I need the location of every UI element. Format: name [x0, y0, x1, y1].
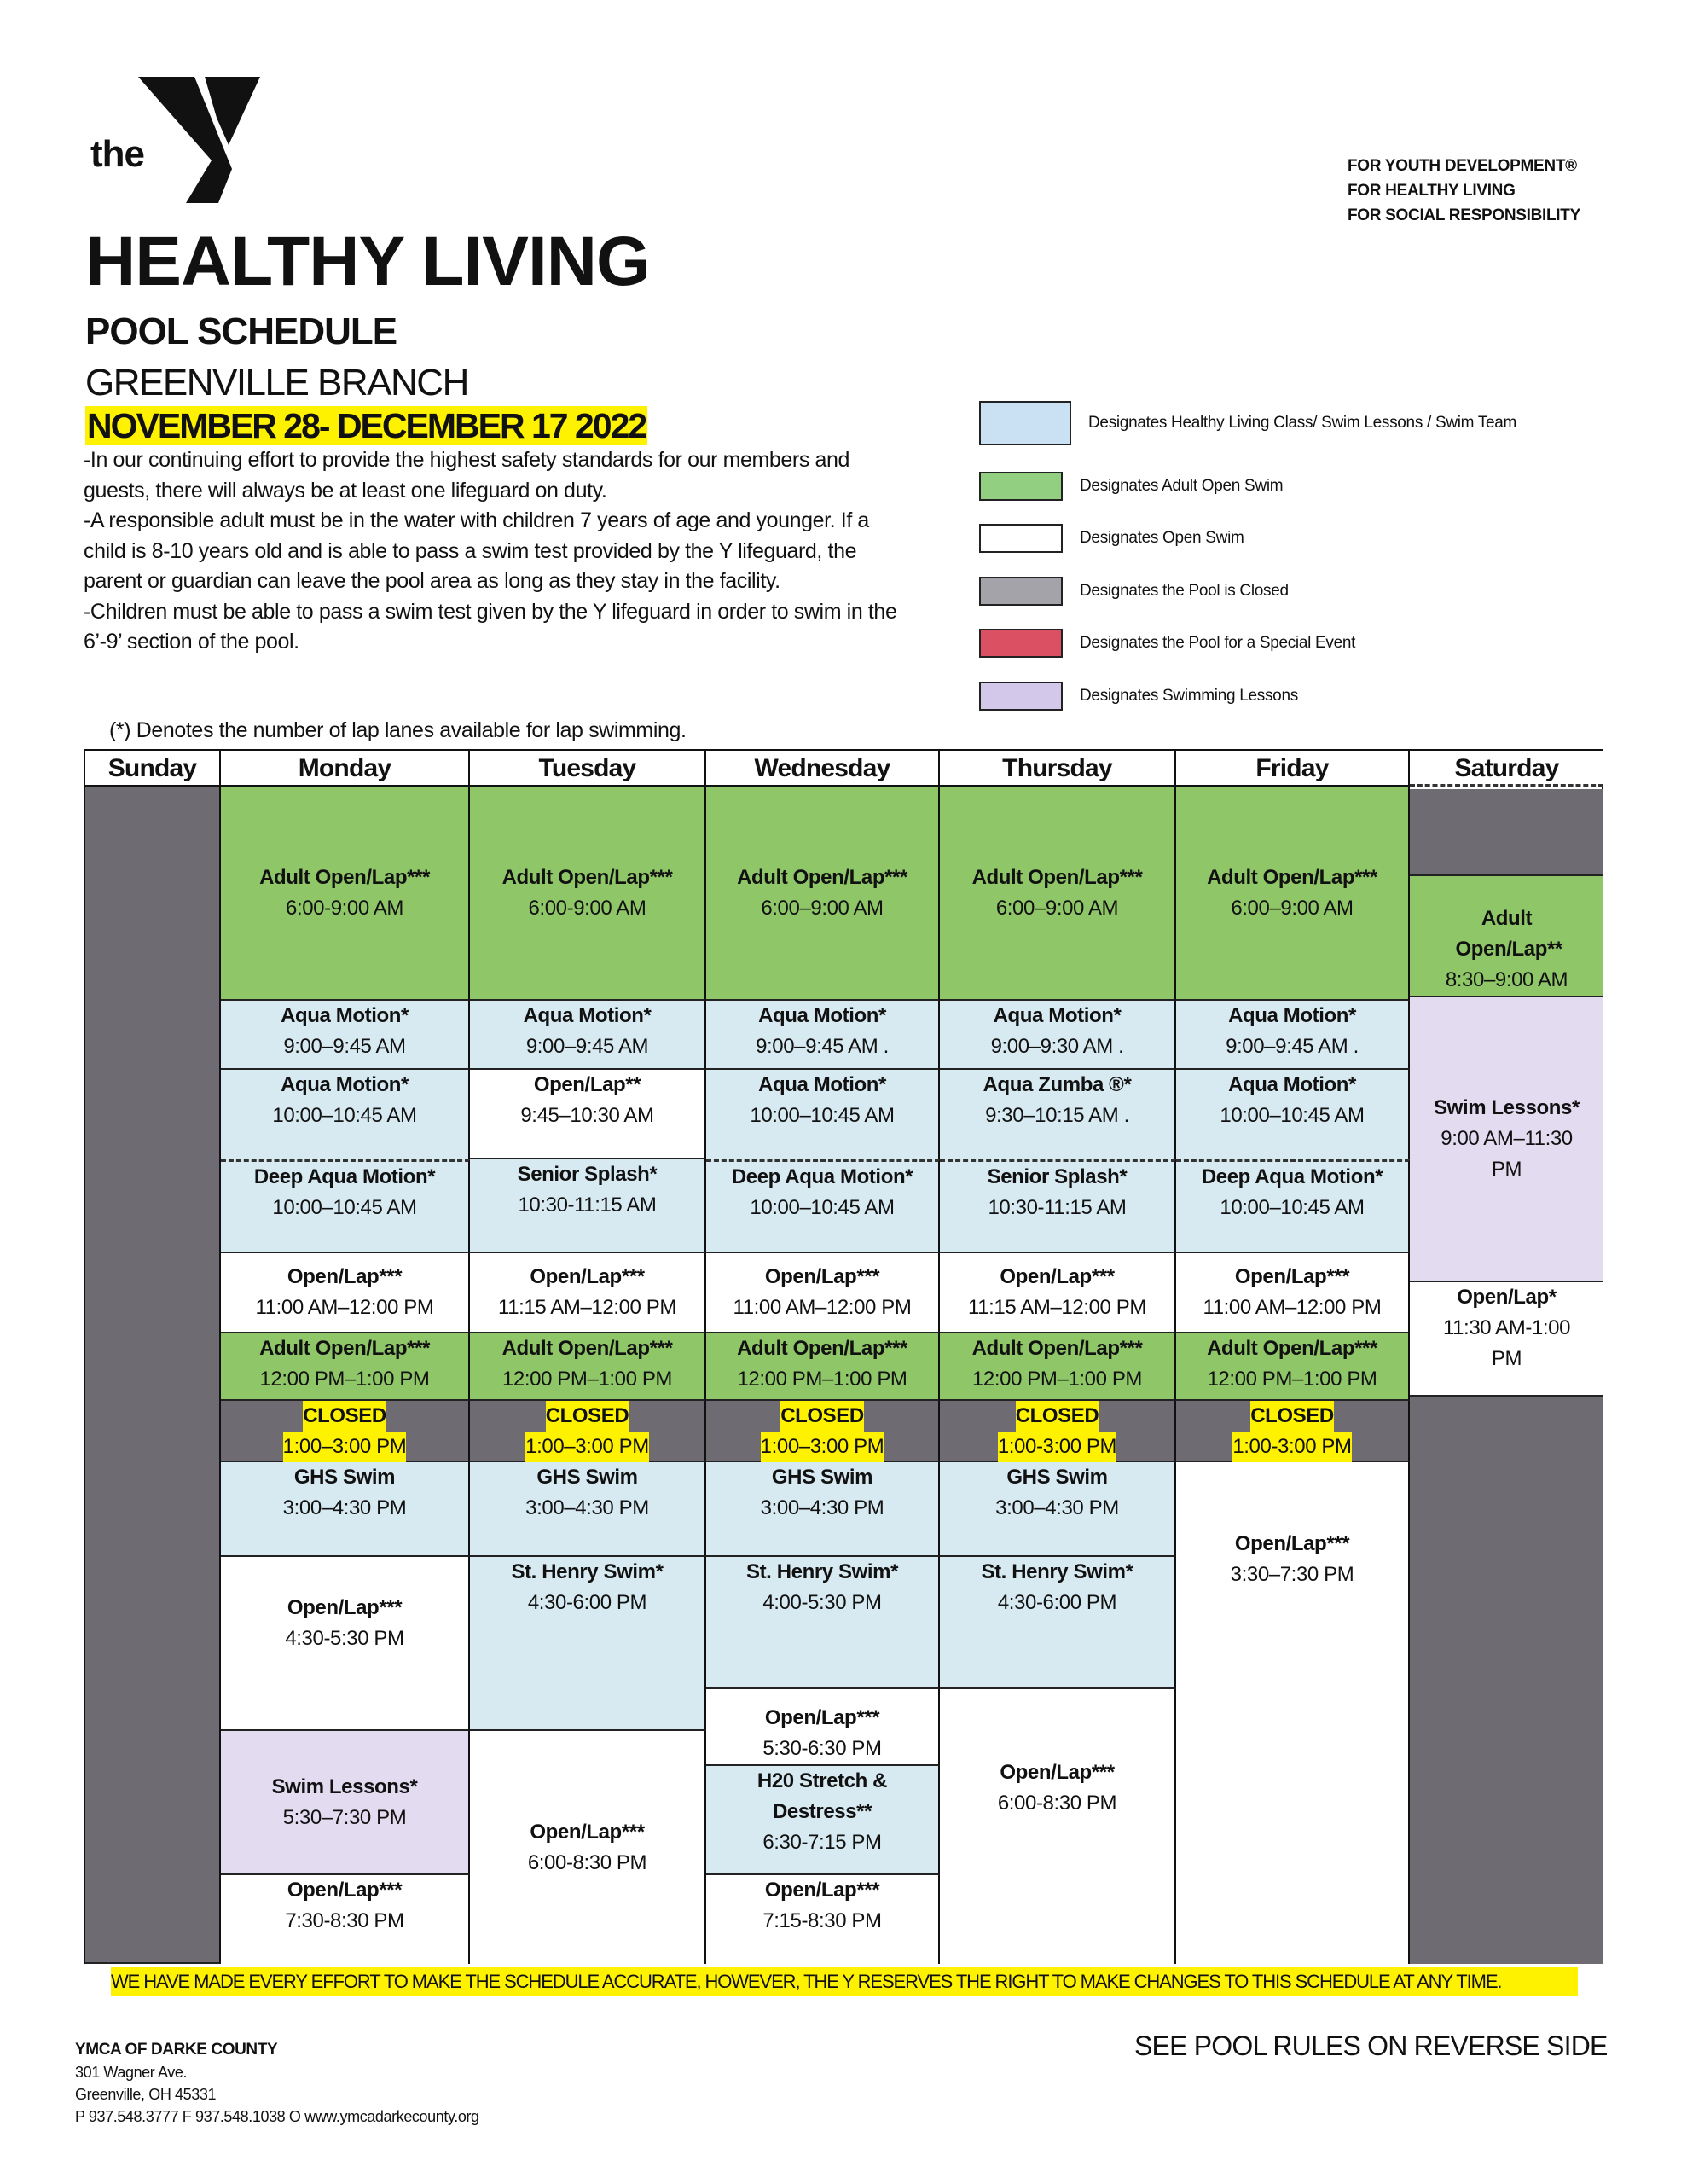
slot-time: 3:30–7:30 PM: [1230, 1563, 1354, 1586]
legend-item: [979, 569, 1289, 613]
slot-title: Adult Open/Lap***: [259, 865, 430, 889]
slot-title: Adult Open/Lap***: [501, 865, 673, 889]
slot-title: Aqua Motion*: [1228, 1004, 1356, 1027]
schedule-slot: [706, 1333, 940, 1401]
see-pool-rules: SEE POOL RULES ON REVERSE SIDE: [1134, 2030, 1608, 2061]
sunday-closed-block: [85, 787, 221, 1964]
slot-time: 4:30-6:00 PM: [997, 1591, 1117, 1614]
slot-title: Aqua Motion*: [758, 1004, 886, 1027]
schedule-slot: [221, 1159, 470, 1253]
schedule-slot: [706, 1766, 940, 1875]
slot-title: Swim Lessons*: [1434, 1096, 1580, 1119]
contact-line: P 937.548.3777 F 937.548.1038 O www.ymcadarkecounty.org: [75, 2108, 479, 2125]
header-friday: Friday: [1176, 751, 1410, 787]
legend-swatch-blue: [979, 401, 1071, 445]
legend-label: Designates the Pool is Closed: [1080, 582, 1289, 600]
slot-time: 10:00–10:45 AM: [750, 1104, 895, 1127]
slot-title: Aqua Motion*: [1228, 1073, 1356, 1096]
address-line: 301 Wagner Ave.: [75, 2064, 188, 2081]
slot-time: 3:00–4:30 PM: [525, 1496, 649, 1519]
legend-item: [979, 464, 1283, 508]
slot-title: Aqua Motion*: [993, 1004, 1122, 1027]
slot-title: Senior Splash*: [517, 1163, 658, 1186]
logo-the-text: the: [90, 133, 144, 175]
header-thursday: Thursday: [940, 751, 1176, 787]
slot-time: 12:00 PM–1:00 PM: [501, 1368, 673, 1391]
slot-time: 10:00–10:45 AM: [750, 1196, 895, 1219]
slot-time: 9:00–9:45 AM: [283, 1035, 406, 1058]
slot-time: 3:00–4:30 PM: [760, 1496, 884, 1519]
slot-title: H20 Stretch & Destress**: [757, 1769, 888, 1823]
schedule-slot: [470, 1070, 706, 1159]
slot-title: Adult Open/Lap***: [971, 1337, 1143, 1360]
ymca-tagline: [1348, 154, 1580, 228]
branch-name: GREENVILLE BRANCH: [85, 362, 468, 404]
closed-slot: [940, 1401, 1176, 1462]
schedule-slot: [470, 1557, 706, 1731]
tagline-line: FOR HEALTHY LIVING: [1348, 182, 1516, 200]
legend-label: Designates the Pool for a Special Event: [1080, 634, 1356, 652]
slot-time: 1:00-3:00 PM: [1232, 1432, 1351, 1462]
slot-time: 6:00–9:00 AM: [761, 896, 884, 920]
legend-swatch-gray: [979, 577, 1063, 606]
disclaimer: WE HAVE MADE EVERY EFFORT TO MAKE THE SCHEDULE ACCURATE, HOWEVER, THE Y RESERVES THE RIGHT TO MAKE CHANGES TO THIS SCHEDULE AT ANY TIME.: [111, 1967, 1578, 1996]
schedule-slot: [221, 1001, 470, 1070]
header-monday: Monday: [221, 751, 470, 787]
slot-title: Open/Lap***: [287, 1879, 403, 1902]
slot-title: Swim Lessons*: [271, 1774, 418, 1798]
schedule-slot: [1176, 1462, 1410, 1964]
slot-time: 7:15-8:30 PM: [762, 1909, 882, 1932]
slot-title: Open/Lap***: [1234, 1265, 1350, 1288]
slot-time: 11:15 AM–12:00 PM: [968, 1296, 1146, 1319]
slot-title: Aqua Motion*: [281, 1004, 409, 1027]
slot-time: 12:00 PM–1:00 PM: [1207, 1368, 1377, 1391]
schedule-slot: [221, 1875, 470, 1964]
slot-title: CLOSED: [780, 1401, 864, 1432]
slot-title: Open/Lap***: [1000, 1265, 1115, 1288]
legend-item: [979, 516, 1244, 561]
slot-time: 7:30-8:30 PM: [285, 1909, 404, 1932]
slot-title: Aqua Motion*: [758, 1073, 886, 1096]
slot-title: CLOSED: [1016, 1401, 1099, 1432]
date-range: NOVEMBER 28- DECEMBER 17 2022: [87, 406, 646, 445]
page-subtitle: POOL SCHEDULE: [85, 311, 397, 352]
schedule-slot: [1176, 1070, 1410, 1159]
slot-time: 1:00–3:00 PM: [525, 1432, 649, 1462]
legend-swatch-white: [979, 524, 1063, 553]
slot-time: 10:00–10:45 AM: [1220, 1104, 1365, 1127]
slot-time: 11:30 AM-1:00 PM: [1442, 1316, 1571, 1370]
schedule-slot: [221, 787, 470, 1001]
schedule-slot: [470, 1159, 706, 1253]
schedule-slot: [470, 1253, 706, 1333]
header-saturday: Saturday: [1410, 751, 1603, 787]
schedule-slot: [1176, 1253, 1410, 1333]
schedule-slot: [706, 787, 940, 1001]
slot-time: 10:00–10:45 AM: [1220, 1196, 1365, 1219]
slot-time: 9:00–9:45 AM: [525, 1035, 649, 1058]
slot-time: 11:00 AM–12:00 PM: [1203, 1296, 1382, 1319]
slot-title: Open/Lap***: [287, 1596, 403, 1619]
tagline-line: FOR SOCIAL RESPONSIBILITY: [1348, 206, 1580, 224]
slot-title: Open/Lap***: [764, 1706, 880, 1729]
schedule-slot: [470, 1731, 706, 1964]
address-line: Greenville, OH 45331: [75, 2086, 217, 2103]
slot-time: 6:00-8:30 PM: [997, 1792, 1117, 1815]
schedule-slot: [706, 1557, 940, 1689]
slot-time: 6:00-9:00 AM: [528, 896, 646, 920]
saturday-closed-afternoon: [1410, 1397, 1603, 1964]
slot-time: 11:15 AM–12:00 PM: [498, 1296, 676, 1319]
slot-time: 9:00–9:30 AM .: [990, 1035, 1124, 1058]
slot-title: Adult Open/Lap***: [971, 865, 1143, 889]
closed-slot: [221, 1401, 470, 1462]
saturday-closed-morning: [1410, 789, 1603, 876]
slot-title: Open/Lap***: [1000, 1761, 1115, 1784]
schedule-slot: [1176, 787, 1410, 1001]
slot-title: Adult Open/Lap***: [737, 865, 907, 889]
ymca-logo: [85, 75, 264, 203]
legend-swatch-purple: [979, 682, 1063, 711]
schedule-slot: [1410, 997, 1603, 1282]
tagline-line: FOR YOUTH DEVELOPMENT®: [1348, 157, 1577, 175]
slot-title: GHS Swim: [1006, 1466, 1108, 1489]
slot-title: Deep Aqua Motion*: [731, 1165, 913, 1188]
slot-title: St. Henry Swim*: [981, 1560, 1133, 1583]
slot-title: Aqua Motion*: [281, 1073, 409, 1096]
slot-title: St. Henry Swim*: [745, 1560, 899, 1583]
slot-time: 4:00-5:30 PM: [762, 1591, 882, 1614]
slot-title: CLOSED: [546, 1401, 629, 1432]
slot-time: 10:30-11:15 AM: [518, 1194, 657, 1217]
slot-title: Aqua Zumba ®*: [983, 1073, 1132, 1096]
schedule-slot: [470, 1462, 706, 1557]
slot-time: 1:00–3:00 PM: [283, 1432, 407, 1462]
slot-title: Adult Open/Lap***: [1207, 865, 1377, 889]
slot-time: 5:30-6:30 PM: [762, 1737, 882, 1760]
schedule-slot: [470, 787, 706, 1001]
slot-title: Deep Aqua Motion*: [253, 1165, 436, 1188]
slot-title: GHS Swim: [293, 1466, 396, 1489]
slot-title: Senior Splash*: [987, 1165, 1128, 1188]
schedule-slot: [221, 1070, 470, 1159]
schedule-slot: [1176, 1333, 1410, 1401]
slot-time: 6:00-8:30 PM: [527, 1850, 647, 1874]
slot-time: 8:30–9:00 AM: [1445, 968, 1568, 991]
schedule-slot: [1410, 1282, 1603, 1397]
schedule-slot: [221, 1253, 470, 1333]
slot-time: 9:00–9:45 AM .: [1226, 1035, 1359, 1058]
slot-title: Adult Open/Lap***: [737, 1337, 907, 1360]
slot-title: Open/Lap*: [1457, 1286, 1557, 1309]
slot-time: 9:45–10:30 AM: [520, 1104, 654, 1127]
slot-time: 12:00 PM–1:00 PM: [971, 1368, 1143, 1391]
slot-title: Adult Open/Lap***: [259, 1337, 430, 1360]
schedule-slot: [940, 1333, 1176, 1401]
footer-address: [75, 2039, 479, 2128]
slot-time: 6:30-7:15 PM: [762, 1831, 882, 1854]
slot-time: 1:00-3:00 PM: [998, 1432, 1116, 1462]
slot-time: 10:00–10:45 AM: [272, 1104, 417, 1127]
slot-time: 10:30-11:15 AM: [988, 1196, 1127, 1219]
header-tuesday: Tuesday: [470, 751, 706, 787]
slot-time: 6:00–9:00 AM: [995, 896, 1119, 920]
header-sunday: Sunday: [85, 751, 221, 787]
slot-title: Open/Lap***: [764, 1265, 880, 1288]
schedule-slot: [940, 1462, 1176, 1557]
schedule-slot: [221, 1731, 470, 1875]
page-title: HEALTHY LIVING: [85, 223, 650, 300]
slot-time: 1:00–3:00 PM: [761, 1432, 884, 1462]
schedule-slot: [1410, 876, 1603, 997]
schedule-slot: [940, 1253, 1176, 1333]
slot-title: Open/Lap**: [533, 1073, 641, 1096]
schedule-slot: [221, 1462, 470, 1557]
slot-time: 12:00 PM–1:00 PM: [737, 1368, 907, 1391]
schedule-slot: [706, 1875, 940, 1964]
note: -In our continuing effort to provide the highest safety standards for our members and guests, there will always be at least one lifeguard on duty.: [84, 448, 850, 502]
schedule-slot: [221, 1557, 470, 1731]
slot-title: Aqua Motion*: [523, 1004, 652, 1027]
slot-time: 9:00–9:45 AM .: [756, 1035, 889, 1058]
slot-title: St. Henry Swim*: [511, 1560, 664, 1583]
slot-time: 12:00 PM–1:00 PM: [259, 1368, 430, 1391]
note: -Children must be able to pass a swim test given by the Y lifeguard in order to swim in the 6’-9’ section of the pool.: [84, 599, 897, 653]
slot-title: GHS Swim: [536, 1466, 638, 1489]
org-name: YMCA OF DARKE COUNTY: [75, 2041, 278, 2059]
slot-time: 6:00-9:00 AM: [286, 896, 403, 920]
schedule-slot: [221, 1333, 470, 1401]
schedule-slot: [1176, 1159, 1410, 1253]
legend-label: Designates Healthy Living Class/ Swim Lessons / Swim Team: [1088, 414, 1517, 432]
slot-title: Adult Open/Lap***: [1207, 1337, 1377, 1360]
legend-item: [979, 621, 1355, 665]
slot-title: Adult Open/Lap***: [501, 1337, 673, 1360]
safety-notes: [84, 445, 902, 658]
schedule-slot: [940, 1070, 1176, 1159]
schedule-slot: [706, 1689, 940, 1766]
slot-title: Adult Open/Lap**: [1455, 907, 1562, 961]
schedule-slot: [940, 1159, 1176, 1253]
legend-label: Designates Swimming Lessons: [1080, 687, 1298, 705]
slot-time: 4:30-6:00 PM: [527, 1591, 647, 1614]
schedule-slot: [706, 1253, 940, 1333]
header-wednesday: Wednesday: [706, 751, 940, 787]
legend-swatch-green: [979, 472, 1063, 501]
schedule-slot: [706, 1001, 940, 1070]
legend-item: [979, 401, 1516, 445]
slot-time: 6:00–9:00 AM: [1231, 896, 1354, 920]
legend-swatch-red: [979, 629, 1063, 658]
slot-time: 11:00 AM–12:00 PM: [733, 1296, 912, 1319]
slot-time: 4:30-5:30 PM: [285, 1627, 404, 1650]
lap-lanes-note: (*) Denotes the number of lap lanes available for lap swimming.: [109, 718, 687, 742]
slot-time: 10:00–10:45 AM: [272, 1196, 417, 1219]
slot-time: 9:30–10:15 AM .: [985, 1104, 1129, 1127]
schedule-slot: [940, 1689, 1176, 1964]
schedule-slot: [940, 1557, 1176, 1689]
slot-time: 11:00 AM–12:00 PM: [255, 1296, 434, 1319]
slot-title: Open/Lap***: [530, 1820, 645, 1844]
legend-label: Designates Adult Open Swim: [1080, 477, 1284, 495]
slot-title: Deep Aqua Motion*: [1201, 1165, 1383, 1188]
schedule-slot: [706, 1070, 940, 1159]
slot-time: 5:30–7:30 PM: [282, 1805, 407, 1829]
schedule-slot: [470, 1333, 706, 1401]
schedule-table: [84, 749, 1603, 1964]
slot-time: 3:00–4:30 PM: [995, 1496, 1119, 1519]
slot-title: Open/Lap***: [287, 1265, 403, 1288]
y-logo-icon: [136, 75, 264, 203]
note: -A responsible adult must be in the water with children 7 years of age and younger. If a child is 8-10 years old and is able to pass a swim test provided by the Y lifeguard, the parent or guardian can leave the pool area as long as they stay in the facility.: [84, 508, 869, 593]
schedule-slot: [470, 1001, 706, 1070]
slot-title: Open/Lap***: [764, 1879, 880, 1902]
schedule-slot: [1176, 1001, 1410, 1070]
slot-time: 3:00–4:30 PM: [282, 1496, 407, 1519]
slot-title: GHS Swim: [771, 1466, 873, 1489]
schedule-slot: [940, 787, 1176, 1001]
schedule-slot: [940, 1001, 1176, 1070]
slot-title: Open/Lap***: [1234, 1532, 1350, 1555]
closed-slot: [1176, 1401, 1410, 1462]
closed-slot: [706, 1401, 940, 1462]
legend-item: [979, 674, 1298, 718]
slot-time: 9:00 AM–11:30 PM: [1441, 1127, 1573, 1181]
slot-title: CLOSED: [1250, 1401, 1334, 1432]
schedule-slot: [706, 1462, 940, 1557]
schedule-slot: [706, 1159, 940, 1253]
slot-title: CLOSED: [303, 1401, 386, 1432]
legend-label: Designates Open Swim: [1080, 529, 1244, 547]
closed-slot: [470, 1401, 706, 1462]
slot-title: Open/Lap***: [530, 1265, 645, 1288]
